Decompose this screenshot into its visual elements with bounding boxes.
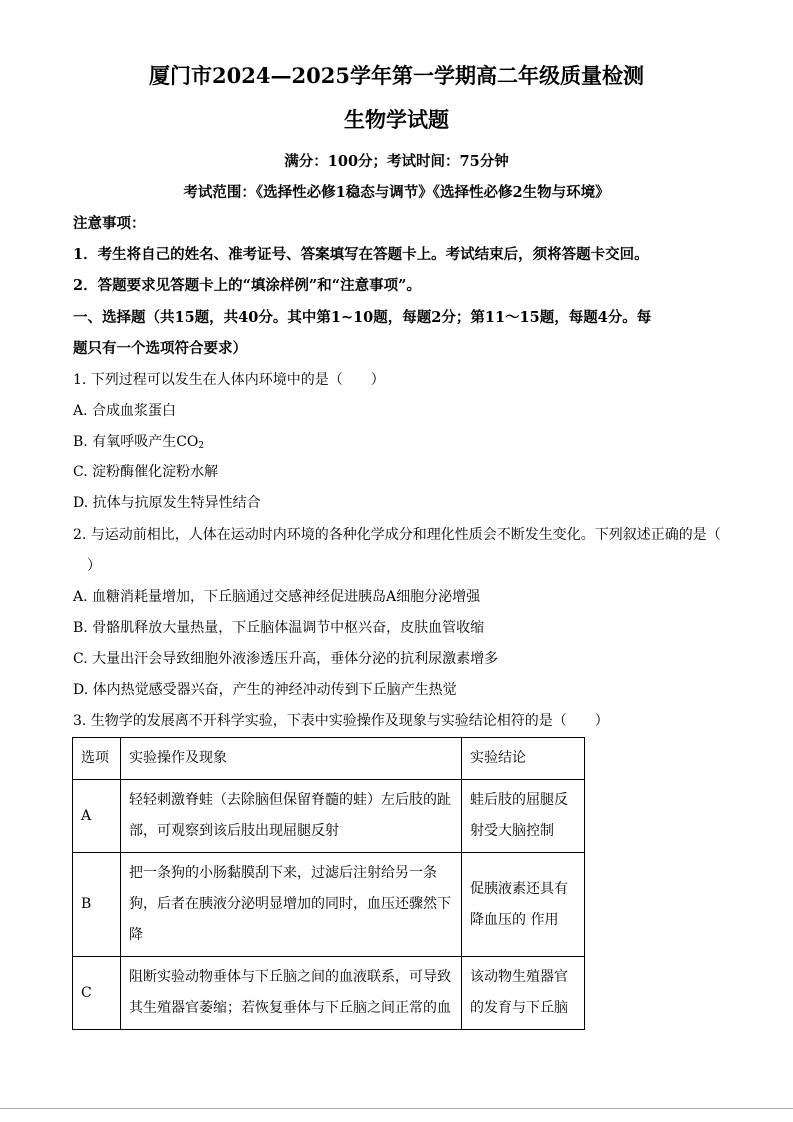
row-b-operation-line1: 把一条狗的小肠黏膜刮下来，过滤后注射给另一条 <box>129 865 437 881</box>
row-a-operation-line2: 部，可观察到该后肢出现屈腿反射 <box>129 823 339 839</box>
q1-option-a: A. 合成血浆蛋白 <box>73 403 177 419</box>
section-heading-line2: 题只有一个选项符合要求） <box>73 340 247 357</box>
score-time: 满分：100分；考试时间：75分钟 <box>284 153 509 170</box>
exam-scope: 考试范围：《选择性必修1稳态与调节》《选择性必修2生物与环境》 <box>183 184 610 201</box>
header-option: 选项 <box>73 738 121 780</box>
q2-stem-line2: ） <box>87 558 101 574</box>
row-c-conclusion <box>462 957 585 1030</box>
row-a-conclusion <box>462 780 585 853</box>
q2-option-b: B. 骨骼肌释放大量热量，下丘脑体温调节中枢兴奋，皮肤血管收缩 <box>73 620 485 636</box>
row-c-option: C <box>73 957 121 1030</box>
row-c-conclusion-line2: 的发育与下丘脑 <box>470 1000 568 1016</box>
row-a-conclusion-line1: 蛙后肢的屈腿反 <box>470 792 568 808</box>
q2-option-c: C. 大量出汗会导致细胞外液渗透压升高，垂体分泌的抗利尿激素增多 <box>73 651 499 667</box>
table-row <box>73 957 585 1030</box>
row-c-operation-line2: 其生殖器官萎缩；若恢复垂体与下丘脑之间正常的血 <box>129 1000 451 1016</box>
row-b-operation-line2: 狗，后者在胰液分泌明显增加的同时，血压还骤然下 <box>129 896 451 912</box>
table-row <box>73 853 585 957</box>
q2-option-a: A. 血糖消耗量增加，下丘脑通过交感神经促进胰岛A细胞分泌增强 <box>73 589 481 605</box>
row-a-conclusion-line2: 射受大脑控制 <box>470 823 554 839</box>
q1-option-c: C. 淀粉酶催化淀粉水解 <box>73 464 219 480</box>
row-c-conclusion-line1: 该动物生殖器官 <box>470 969 568 985</box>
row-b-conclusion-line2: 降血压的 作用 <box>470 911 559 928</box>
row-a-option: A <box>73 780 121 853</box>
q1-stem: 1. 下列过程可以发生在人体内环境中的是（ ） <box>73 372 385 388</box>
row-c-operation-line1: 阻断实验动物垂体与下丘脑之间的血液联系，可导致 <box>129 969 451 985</box>
note-item-2: 2．答题要求见答题卡上的“填涂样例”和“注意事项”。 <box>73 277 421 294</box>
row-a-operation <box>121 780 462 853</box>
header-conclusion: 实验结论 <box>462 738 585 780</box>
exam-title: 厦门市2024—2025学年第一学期高二年级质量检测 <box>149 63 644 88</box>
row-c-operation <box>121 957 462 1030</box>
q2-stem-line1: 2. 与运动前相比，人体在运动时内环境的各种化学成分和理化性质会不断发生变化。下列叙述正确的是（ <box>73 527 721 543</box>
notes-heading: 注意事项： <box>73 215 146 232</box>
q2-option-d: D. 体内热觉感受器兴奋，产生的神经冲动传到下丘脑产生热觉 <box>73 682 457 698</box>
header-operation: 实验操作及现象 <box>121 738 462 780</box>
page-bottom-divider <box>0 1108 793 1109</box>
row-b-operation <box>121 853 462 957</box>
q1-option-b <box>73 431 204 451</box>
note-item-1: 1．考生将自己的姓名、准考证号、答案填写在答题卡上。考试结束后，须将答题卡交回。 <box>73 246 649 263</box>
q3-stem: 3. 生物学的发展离不开科学实验，下表中实验操作及现象与实验结论相符的是（ ） <box>73 713 609 729</box>
row-b-conclusion-line1: 促胰液素还具有 <box>470 880 568 897</box>
row-b-operation-line3: 降 <box>129 927 143 943</box>
row-b-conclusion <box>462 853 585 957</box>
row-b-option: B <box>73 853 121 957</box>
table-header-row <box>73 738 585 780</box>
q1-option-b-text: B. 有氧呼吸产生CO <box>73 434 199 450</box>
row-a-operation-line1: 轻轻刺激脊蛙（去除脑但保留脊髓的蛙）左后肢的趾 <box>129 792 451 808</box>
subject-title: 生物学试题 <box>344 107 449 132</box>
q1-option-d: D. 抗体与抗原发生特异性结合 <box>73 495 261 511</box>
table-row <box>73 780 585 853</box>
q1-option-b-subscript: 2 <box>198 441 205 451</box>
experiment-table <box>72 737 585 1030</box>
section-heading-line1: 一、选择题（共15题，共40分。其中第1~10题，每题2分；第11～15题，每题4分。每 <box>73 309 652 326</box>
